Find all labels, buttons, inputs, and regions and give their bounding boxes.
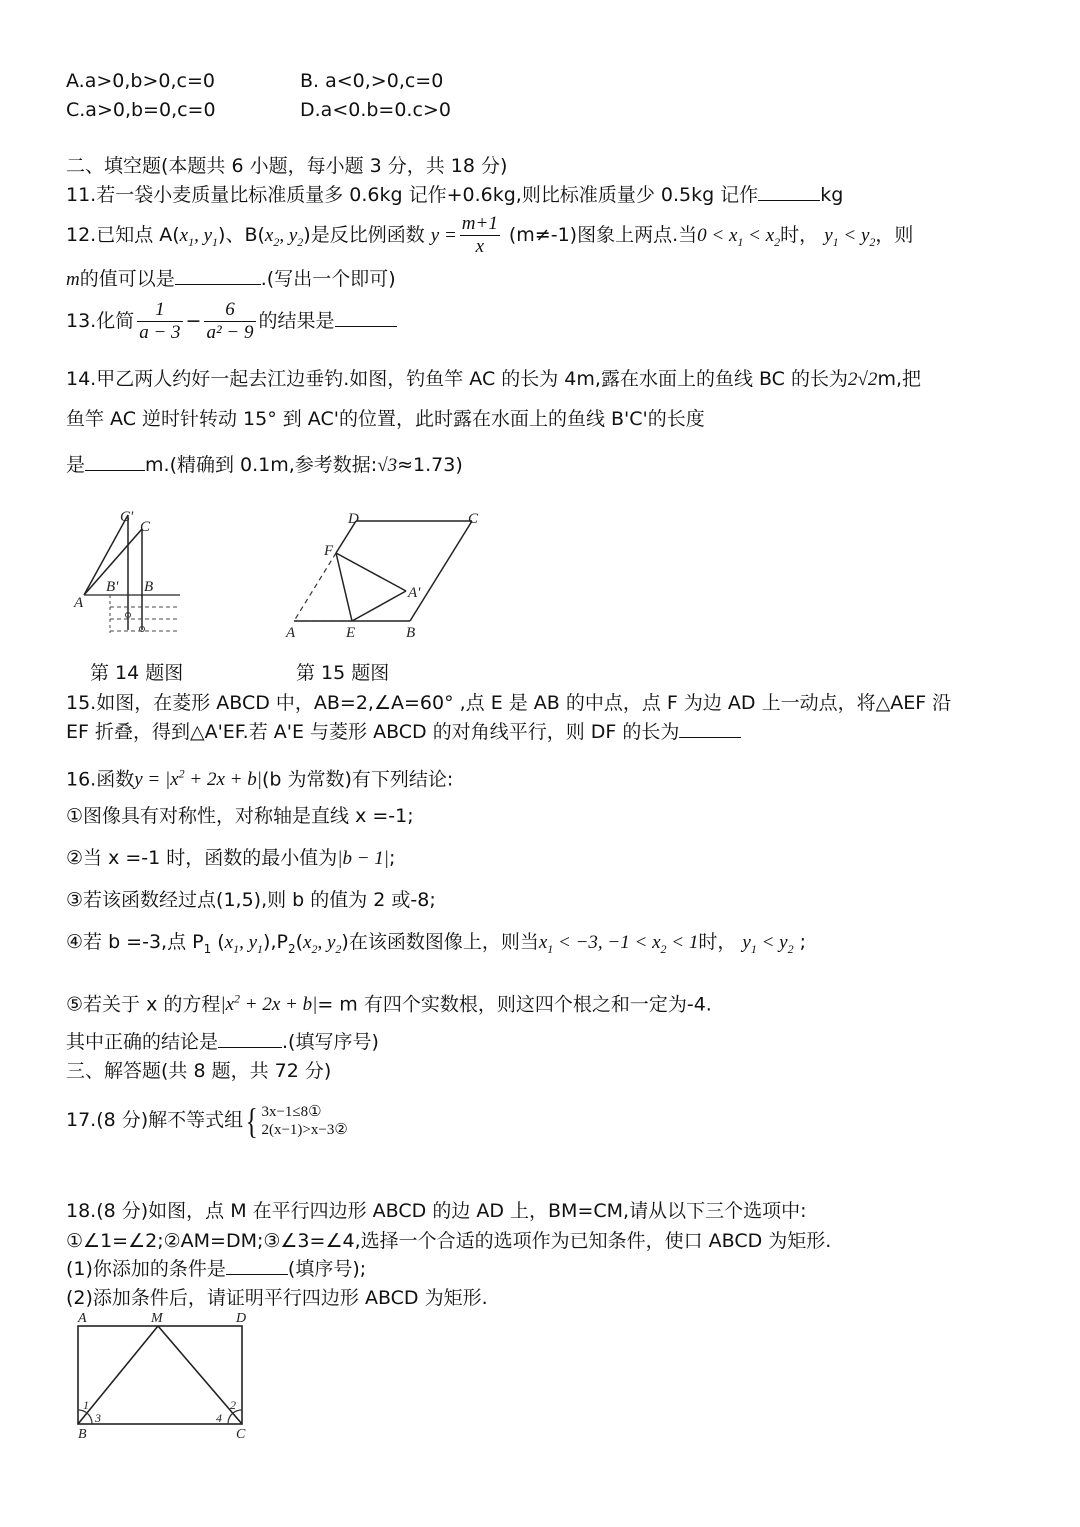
figure-15 <box>280 505 490 645</box>
figure-18 <box>66 1312 266 1442</box>
fig14-label-b-prime: B' <box>106 579 119 595</box>
q11-unit: kg <box>820 184 844 206</box>
q13-answer-blank <box>335 308 397 327</box>
q12-prefix: 12.已知点 A( <box>66 224 180 246</box>
q12-condition-2: 时， <box>780 224 819 246</box>
question-16-intro <box>66 761 453 793</box>
fig18-angle-2: 2 <box>230 1398 236 1412</box>
q16-intro-a: 16.函数 <box>66 768 135 791</box>
caption-figure-14: 第 14 题图 <box>90 662 184 684</box>
question-15-line-1: 15.如图，在菱形 ABCD 中，AB=2,∠A=60° ,点 E 是 AB 的中点，点 F 为边 AD 上一动点，将△AEF 沿 <box>66 692 952 714</box>
q12-m-variable: m <box>66 269 80 290</box>
q12-condition-3: ，则 <box>875 224 914 246</box>
q12-line2-end: .(写出一个即可) <box>260 268 396 290</box>
option-d: D.a<0.b=0.c>0 <box>300 99 451 121</box>
question-18-line-2: ①∠1=∠2;②AM=DM;③∠3=∠4,选择一个合适的选项作为已知条件，使口 ABCD 为矩形. <box>66 1230 832 1252</box>
question-16-statement-3: ③若该函数经过点(1,5),则 b 的值为 2 或-8; <box>66 889 436 911</box>
q14-answer-blank <box>85 452 145 471</box>
fig18-angle-3: 3 <box>95 1411 101 1425</box>
question-17 <box>66 1100 348 1141</box>
q16-concl-b: .(填写序号) <box>282 1031 379 1053</box>
q12-fraction <box>460 213 500 258</box>
q15-answer-blank <box>679 719 741 738</box>
fig18-angle-1: 1 <box>83 1398 89 1412</box>
fig15-label-e: E <box>346 625 356 641</box>
q12-mid2: )是反比例函数 <box>303 224 425 246</box>
fig18-label-d: D <box>236 1312 247 1326</box>
question-13: 13.化简 $\frac{1}{a - 3}$ − $\frac{6}{\text{a² − 9}}$ 的结果是 <box>66 296 397 346</box>
q14-line3b: m.(精确到 0.1m,参考数据: <box>145 454 378 476</box>
section-3-heading: 三、解答题(共 8 题，共 72 分) <box>66 1060 332 1082</box>
question-12-line-1 <box>66 212 913 265</box>
question-11 <box>66 182 843 208</box>
fig14-label-b: B <box>144 579 154 595</box>
q13-num2: 6 <box>225 299 235 320</box>
q16-function: $y = |x^2 + 2x + b|$ <box>134 767 262 791</box>
fig18-angle-4: 4 <box>216 1411 222 1425</box>
question-12-line-2 <box>66 266 396 293</box>
q13-prefix: 13.化简 <box>66 310 135 332</box>
fig18-label-b: B <box>78 1427 87 1442</box>
question-16-statement-2 <box>66 845 395 872</box>
q16-concl-a: 其中正确的结论是 <box>66 1031 219 1053</box>
question-16-conclusion <box>66 1029 379 1055</box>
q16-s2b: |b − 1| <box>337 848 390 869</box>
q12-frac-numerator: m+1 <box>461 213 498 234</box>
q12-y-equals: y = <box>430 225 457 246</box>
option-c: C.a>0,b=0,c=0 <box>66 99 216 121</box>
fig18-label-m: M <box>151 1312 163 1326</box>
fig18-label-a: A <box>78 1312 87 1326</box>
option-b: B. a<0,>0,c=0 <box>300 70 444 92</box>
question-16-statement-5 <box>66 986 712 1018</box>
q16-s2c: ; <box>389 847 396 869</box>
q17-inequality-2: 2(x−1)>x−3② <box>261 1121 348 1138</box>
question-15-line-2 <box>66 719 741 745</box>
q14-line1b: m,把 <box>877 368 921 390</box>
fig15-label-c: C <box>468 511 479 527</box>
q11-text: 11.若一袋小麦质量比标准质量多 0.6kg 记作+0.6kg,则比标准质量少 0.5kg 记作 <box>66 184 759 206</box>
q18-answer-blank <box>226 1256 288 1275</box>
fig15-label-f: F <box>324 543 334 559</box>
q12-point-a-coords: $x_1$, $y_1$ <box>179 225 219 249</box>
q18-line3a: (1)你添加的条件是 <box>66 1258 226 1280</box>
q16-s2a: ②当 x =-1 时，函数的最小值为 <box>66 847 338 869</box>
q12-x-inequality: $0 < x_1 < x_2$ <box>697 225 781 249</box>
q14-line3c: ≈1.73) <box>397 454 463 476</box>
fig15-label-d: D <box>348 511 359 527</box>
q14-two-root-two: 2√2 <box>848 369 878 390</box>
q18-line3b: (填序号); <box>287 1258 367 1280</box>
fig15-label-b: B <box>406 625 416 641</box>
q13-suffix: 的结果是 <box>258 310 335 332</box>
q15-line2: EF 折叠，得到△A'EF.若 A'E 与菱形 ABCD 的对角线平行，则 DF 的长为 <box>66 721 680 743</box>
q17-prefix: 17.(8 分)解不等式组 <box>66 1109 244 1131</box>
q13-num1: 1 <box>155 299 165 320</box>
figure-14 <box>60 505 200 645</box>
question-18-line-4: (2)添加条件后，请证明平行四边形 ABCD 为矩形. <box>66 1287 488 1309</box>
question-18-line-3 <box>66 1256 366 1282</box>
option-a: A.a>0,b>0,c=0 <box>66 70 215 92</box>
q16-answer-blank <box>218 1029 282 1048</box>
q17-system <box>261 1103 347 1139</box>
q13-fraction-2 <box>204 299 255 344</box>
q12-point-b-coords: $x_2$, $y_2$ <box>264 225 304 249</box>
question-14-line-3 <box>66 452 463 479</box>
caption-figure-15: 第 15 题图 <box>296 662 390 684</box>
q12-line2: 的值可以是 <box>79 268 175 290</box>
q14-root-three: √3 <box>377 455 398 476</box>
q17-inequality-1: 3x−1≤8① <box>261 1103 322 1120</box>
q13-den2: a² − 9 <box>206 322 254 343</box>
fig14-label-c: C <box>140 519 151 535</box>
q16-intro-b: (b 为常数)有下列结论: <box>261 768 454 791</box>
question-18-line-1: 18.(8 分)如图，点 M 在平行四边形 ABCD 的边 AD 上，BM=CM,请从以下三个选项中: <box>66 1200 807 1222</box>
fig15-label-a: A <box>286 625 296 641</box>
fig15-label-a-prime: A' <box>408 585 421 601</box>
q16-s4-inequality: $x_1 < -3$, $-1 < x_2 < 1$ <box>538 932 699 956</box>
fig14-label-a: A <box>74 595 84 611</box>
q16-s4a: ④若 b =-3,点 P <box>66 931 204 953</box>
question-14-line-2: 鱼竿 AC 逆时针转动 15° 到 AC'的位置，此时露在水面上的鱼线 B'C'的长度 <box>66 408 705 430</box>
q12-answer-blank <box>175 266 261 285</box>
q13-den1: a − 3 <box>139 322 181 343</box>
q17-brace: { <box>245 1100 258 1141</box>
q16-s4c: 时， <box>698 931 737 953</box>
q12-frac-denominator: x <box>460 235 500 258</box>
q12-condition: (m≠-1)图象上两点.当 <box>508 224 698 246</box>
q16-s5b: = m 有四个实数根，则这四个根之和一定为-4. <box>317 993 712 1016</box>
q11-answer-blank <box>758 182 820 201</box>
q12-y-inequality: $y_1 < y_2$ <box>824 225 876 249</box>
question-16-statement-1: ①图像具有对称性，对称轴是直线 x =-1; <box>66 805 414 827</box>
q16-s5-equation: $|x^2 + 2x + b|$ <box>220 992 318 1016</box>
question-16-statement-4: ④若 b =-3,点 $P_1$ ($x_1$, $y_1),P_2(x_2$, $y_2$)在该函数图像上，则当$x_1 < -3$, $-1 < x_2 < 1$时， $y_1 < y_2$ ; <box>66 931 807 956</box>
q16-s5a: ⑤若关于 x 的方程 <box>66 993 221 1016</box>
q16-s4b: 在该函数图像上，则当 <box>348 931 539 953</box>
q14-line3a: 是 <box>66 454 86 476</box>
section-2-heading: 二、填空题(本题共 6 小题，每小题 3 分，共 18 分) <box>66 155 508 177</box>
question-14-line-1 <box>66 366 921 393</box>
fig14-label-c-prime: C' <box>120 509 134 525</box>
q13-fraction-1 <box>137 299 182 344</box>
q12-mid1: )、B( <box>218 224 265 246</box>
q14-line1a: 14.甲乙两人约好一起去江边垂钓.如图，钓鱼竿 AC 的长为 4m,露在水面上的鱼线 BC 的长为 <box>66 368 848 390</box>
fig18-label-c: C <box>236 1427 246 1442</box>
